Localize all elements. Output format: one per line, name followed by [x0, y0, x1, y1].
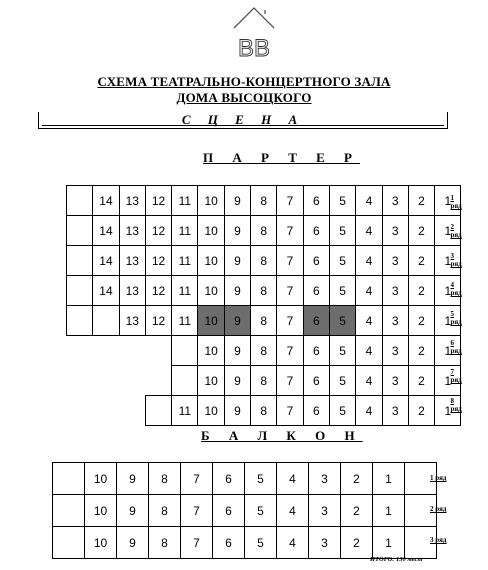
- page-subtitle: ДОМА ВЫСОЦКОГО: [176, 90, 312, 105]
- total-seats: ИТОГО: 130 мест: [370, 556, 423, 563]
- seat[interactable]: 12: [145, 306, 171, 336]
- row-word: ряд: [450, 347, 462, 355]
- parter-title: П А Р Т Е Р: [203, 150, 360, 165]
- parter-row-label: [451, 281, 462, 297]
- seat[interactable]: 1: [435, 336, 461, 366]
- seat[interactable]: 3: [382, 216, 408, 246]
- parter-row-label: [451, 310, 462, 326]
- seat[interactable]: 14: [93, 246, 119, 276]
- house-logo-icon: [232, 4, 276, 60]
- seat[interactable]: 6: [303, 396, 329, 426]
- parter-row-3: [67, 246, 461, 276]
- empty-space: [119, 366, 145, 396]
- parter-row-6: [67, 336, 461, 366]
- seat[interactable]: 2: [341, 495, 373, 527]
- parter-row-label: [451, 339, 462, 355]
- seat[interactable]: 10: [198, 216, 224, 246]
- seat[interactable]: 11: [172, 306, 198, 336]
- seat[interactable]: 7: [277, 186, 303, 216]
- seat[interactable]: 3: [382, 276, 408, 306]
- seat[interactable]: 4: [356, 276, 382, 306]
- seat[interactable]: 7: [277, 366, 303, 396]
- stage-label: С Ц Е Н А: [181, 112, 305, 127]
- seat[interactable]: 9: [224, 246, 250, 276]
- seat[interactable]: 9: [224, 306, 250, 336]
- seat[interactable]: 3: [309, 527, 341, 559]
- row-number: 2: [450, 223, 454, 231]
- seat[interactable]: 5: [329, 396, 355, 426]
- empty-cell: [145, 396, 171, 426]
- seat[interactable]: 2: [341, 527, 373, 559]
- seat[interactable]: 9: [117, 527, 149, 559]
- empty-cell: [53, 495, 85, 527]
- seat[interactable]: 12: [145, 216, 171, 246]
- seat[interactable]: 10: [85, 463, 117, 495]
- empty-space: [67, 336, 93, 366]
- seat[interactable]: 5: [329, 186, 355, 216]
- seat[interactable]: 9: [224, 276, 250, 306]
- empty-space: [67, 366, 93, 396]
- seat[interactable]: 5: [329, 216, 355, 246]
- seat[interactable]: 6: [303, 306, 329, 336]
- parter-seat-map: [66, 185, 461, 426]
- seat[interactable]: 10: [85, 527, 117, 559]
- page-title: СХЕМА ТЕАТРАЛЬНО-КОНЦЕРТНОГО ЗАЛА: [97, 74, 391, 89]
- seat[interactable]: 3: [382, 246, 408, 276]
- seat[interactable]: 5: [329, 276, 355, 306]
- empty-space: [93, 366, 119, 396]
- seat[interactable]: 8: [251, 336, 277, 366]
- empty-cell: [93, 306, 119, 336]
- seat[interactable]: 2: [408, 276, 434, 306]
- seat[interactable]: 2: [408, 186, 434, 216]
- seat[interactable]: 4: [356, 306, 382, 336]
- seat[interactable]: 6: [303, 336, 329, 366]
- row-number: 5: [450, 310, 454, 318]
- seat[interactable]: 10: [198, 276, 224, 306]
- seat[interactable]: 10: [85, 495, 117, 527]
- parter-row-label: [451, 368, 462, 384]
- balcony-seat-map: [52, 462, 437, 559]
- seat[interactable]: 4: [277, 495, 309, 527]
- seat[interactable]: 3: [309, 495, 341, 527]
- parter-row-label: [451, 194, 462, 210]
- empty-space: [93, 336, 119, 366]
- seat[interactable]: 13: [119, 306, 145, 336]
- empty-cell: [67, 306, 93, 336]
- seat[interactable]: 4: [356, 396, 382, 426]
- empty-cell: [67, 186, 93, 216]
- empty-space: [93, 396, 119, 426]
- seat[interactable]: 2: [408, 366, 434, 396]
- seat[interactable]: 14: [93, 276, 119, 306]
- row-word: ряд: [450, 376, 462, 384]
- seat[interactable]: 6: [213, 463, 245, 495]
- seat[interactable]: 2: [341, 463, 373, 495]
- seat[interactable]: 1: [373, 463, 405, 495]
- row-number: 8: [450, 397, 454, 405]
- row-number: 3: [450, 252, 454, 260]
- balcony-row-label: 3 ряд: [430, 536, 447, 544]
- parter-row-8: [67, 396, 461, 426]
- seat[interactable]: 8: [149, 495, 181, 527]
- seat[interactable]: 9: [224, 216, 250, 246]
- seat[interactable]: 5: [245, 463, 277, 495]
- seat[interactable]: 8: [149, 527, 181, 559]
- row-number: 6: [450, 339, 454, 347]
- seat[interactable]: 11: [172, 396, 198, 426]
- seat[interactable]: 7: [277, 216, 303, 246]
- parter-row-label: [451, 397, 462, 413]
- balcony-row-label: 2 ряд: [430, 505, 447, 513]
- parter-row-2: [67, 216, 461, 246]
- seat[interactable]: 13: [119, 186, 145, 216]
- seat[interactable]: 11: [172, 186, 198, 216]
- seat[interactable]: 4: [356, 366, 382, 396]
- empty-cell: [53, 463, 85, 495]
- seat[interactable]: 8: [251, 366, 277, 396]
- seat[interactable]: 7: [181, 495, 213, 527]
- seat[interactable]: 8: [149, 463, 181, 495]
- seat[interactable]: 5: [245, 495, 277, 527]
- seat[interactable]: 13: [119, 246, 145, 276]
- seat[interactable]: 3: [309, 463, 341, 495]
- seat[interactable]: 10: [198, 306, 224, 336]
- empty-cell: [172, 336, 198, 366]
- row-word: ряд: [450, 289, 462, 297]
- seat[interactable]: 6: [303, 276, 329, 306]
- seat[interactable]: 2: [408, 396, 434, 426]
- seat[interactable]: 12: [145, 276, 171, 306]
- seat[interactable]: 5: [329, 306, 355, 336]
- seat[interactable]: 9: [224, 186, 250, 216]
- seat[interactable]: 6: [303, 186, 329, 216]
- seat[interactable]: 1: [373, 495, 405, 527]
- parter-row-1: [67, 186, 461, 216]
- seat[interactable]: 10: [198, 186, 224, 216]
- empty-cell: [67, 216, 93, 246]
- logo-text: BB: [237, 35, 271, 60]
- row-word: ряд: [450, 202, 462, 210]
- balcony-row-1: [53, 463, 437, 495]
- seat[interactable]: 5: [329, 366, 355, 396]
- row-number: 7: [450, 368, 454, 376]
- seat[interactable]: 5: [245, 527, 277, 559]
- row-word: ряд: [450, 318, 462, 326]
- empty-space: [145, 336, 171, 366]
- seat[interactable]: 13: [119, 216, 145, 246]
- seat[interactable]: 7: [181, 527, 213, 559]
- seat[interactable]: 2: [408, 216, 434, 246]
- seat[interactable]: 9: [224, 396, 250, 426]
- seat[interactable]: 7: [181, 463, 213, 495]
- seat[interactable]: 3: [382, 366, 408, 396]
- seat[interactable]: 3: [382, 336, 408, 366]
- seat[interactable]: 7: [277, 396, 303, 426]
- seat[interactable]: 2: [408, 246, 434, 276]
- parter-row-4: [67, 276, 461, 306]
- seat[interactable]: 14: [93, 186, 119, 216]
- seat[interactable]: 4: [356, 246, 382, 276]
- row-word: ряд: [450, 260, 462, 268]
- seat[interactable]: 9: [117, 495, 149, 527]
- empty-space: [67, 396, 93, 426]
- empty-cell: [67, 276, 93, 306]
- empty-space: [145, 366, 171, 396]
- seat[interactable]: 13: [119, 276, 145, 306]
- empty-space: [119, 396, 145, 426]
- empty-cell: [172, 366, 198, 396]
- empty-cell: [53, 527, 85, 559]
- seat[interactable]: 8: [251, 246, 277, 276]
- seat[interactable]: 11: [172, 276, 198, 306]
- seat[interactable]: 4: [356, 216, 382, 246]
- seat[interactable]: 11: [172, 216, 198, 246]
- parter-row-label: [451, 252, 462, 268]
- seat[interactable]: 8: [251, 186, 277, 216]
- balcony-row-2: [53, 495, 437, 527]
- seat[interactable]: 4: [356, 186, 382, 216]
- seat[interactable]: 1: [373, 527, 405, 559]
- seat[interactable]: 11: [172, 246, 198, 276]
- seat[interactable]: 8: [251, 306, 277, 336]
- seat[interactable]: 6: [213, 527, 245, 559]
- seat[interactable]: 10: [198, 336, 224, 366]
- seat[interactable]: 6: [213, 495, 245, 527]
- seat[interactable]: 8: [251, 216, 277, 246]
- seat[interactable]: 7: [277, 306, 303, 336]
- balcony-title: Б А Л К О Н: [201, 428, 363, 443]
- seat[interactable]: 1: [435, 186, 461, 216]
- seat[interactable]: 2: [408, 336, 434, 366]
- seat[interactable]: 1: [435, 246, 461, 276]
- row-number: 1: [450, 194, 454, 202]
- seat[interactable]: 4: [277, 463, 309, 495]
- seat[interactable]: 10: [198, 366, 224, 396]
- seat[interactable]: 6: [303, 246, 329, 276]
- empty-space: [119, 336, 145, 366]
- seat[interactable]: 1: [435, 216, 461, 246]
- seat[interactable]: 5: [329, 336, 355, 366]
- seat[interactable]: 14: [93, 216, 119, 246]
- seat[interactable]: 7: [277, 276, 303, 306]
- seat[interactable]: 9: [224, 366, 250, 396]
- seat[interactable]: 7: [277, 336, 303, 366]
- seat[interactable]: 10: [198, 246, 224, 276]
- seat[interactable]: 3: [382, 396, 408, 426]
- seat[interactable]: 12: [145, 186, 171, 216]
- row-word: ряд: [450, 405, 462, 413]
- seat[interactable]: 5: [329, 246, 355, 276]
- seat[interactable]: 2: [408, 306, 434, 336]
- row-word: ряд: [450, 231, 462, 239]
- seat[interactable]: 1: [435, 366, 461, 396]
- balcony-row-3: [53, 527, 437, 559]
- seat[interactable]: 1: [435, 306, 461, 336]
- parter-row-7: [67, 366, 461, 396]
- seat[interactable]: 8: [251, 396, 277, 426]
- seat[interactable]: 10: [198, 396, 224, 426]
- row-number: 4: [450, 281, 454, 289]
- seat[interactable]: 8: [251, 276, 277, 306]
- empty-cell: [67, 246, 93, 276]
- seat[interactable]: 4: [356, 336, 382, 366]
- seat[interactable]: 12: [145, 246, 171, 276]
- seat[interactable]: 9: [117, 463, 149, 495]
- seat[interactable]: 7: [277, 246, 303, 276]
- seat[interactable]: 3: [382, 186, 408, 216]
- seat[interactable]: 4: [277, 527, 309, 559]
- seat[interactable]: 3: [382, 306, 408, 336]
- parter-row-5: [67, 306, 461, 336]
- parter-row-label: [451, 223, 462, 239]
- seat[interactable]: 1: [435, 276, 461, 306]
- seat[interactable]: 1: [435, 396, 461, 426]
- stage: [38, 112, 448, 129]
- balcony-row-label: 1 ряд: [430, 474, 447, 482]
- seat[interactable]: 6: [303, 216, 329, 246]
- seat[interactable]: 9: [224, 336, 250, 366]
- seat[interactable]: 6: [303, 366, 329, 396]
